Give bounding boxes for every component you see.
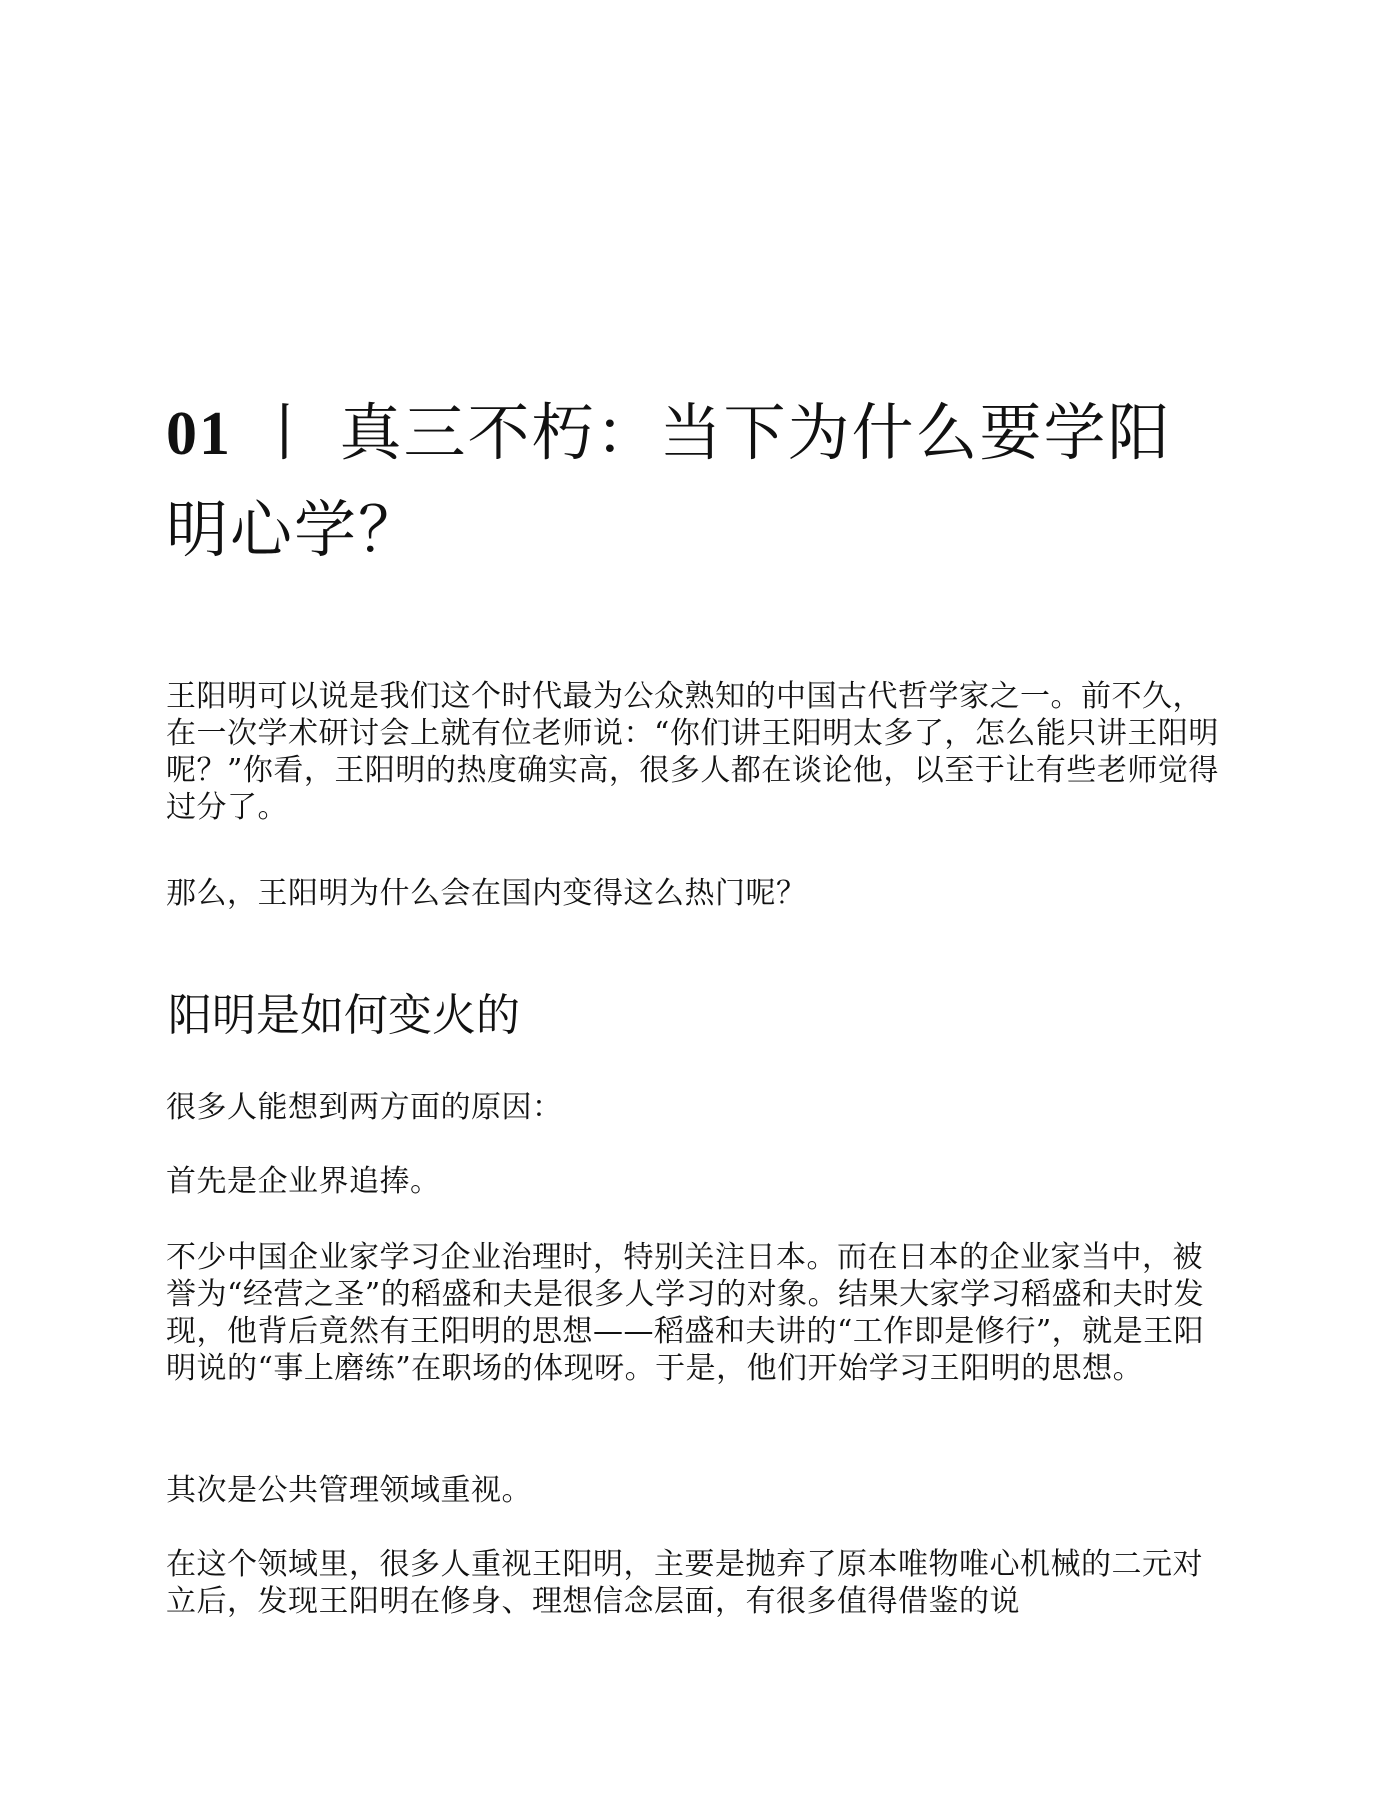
paragraph-first-reason: 首先是企业界追捧。 bbox=[166, 1164, 441, 1199]
chapter-separator: 丨 bbox=[253, 396, 318, 469]
section-heading: 阳明是如何变火的 bbox=[168, 990, 520, 1041]
paragraph-intro: 王阳明可以说是我们这个时代最为公众熟知的中国古代哲学家之一。前不久，在一次学术研讨会上就有位老师说：“你们讲王阳明太多了，怎么能只讲王阳明呢？”你看，王阳明的热度确实高，很多人都在谈论他，以至于让有些老师觉得过分了。 bbox=[166, 679, 1219, 825]
chapter-title bbox=[166, 385, 1226, 578]
paragraph-second-reason: 其次是公共管理领域重视。 bbox=[166, 1473, 532, 1508]
chapter-title-line1: 真三不朽：当下为什么要学阳 bbox=[339, 396, 1172, 469]
paragraph-question: 那么，王阳明为什么会在国内变得这么热门呢？ bbox=[166, 876, 807, 911]
chapter-number: 01 bbox=[166, 400, 232, 468]
paragraph-public-admin: 在这个领域里，很多人重视王阳明，主要是抛弃了原本唯物唯心机械的二元对立后，发现王阳明在修身、理想信念层面，有很多值得借鉴的说 bbox=[166, 1547, 1203, 1619]
paragraph-business: 不少中国企业家学习企业治理时，特别关注日本。而在日本的企业家当中，被誉为“经营之圣”的稻盛和夫是很多人学习的对象。结果大家学习稻盛和夫时发现，他背后竟然有王阳明的思想——稻盛和夫讲的“工作即是修行”，就是王阳明说的“事上磨练”在职场的体现呀。于是，他们开始学习王阳明的思想。 bbox=[166, 1240, 1205, 1386]
paragraph-reasons: 很多人能想到两方面的原因： bbox=[166, 1090, 563, 1125]
chapter-title-line2: 明心学？ bbox=[166, 493, 423, 566]
